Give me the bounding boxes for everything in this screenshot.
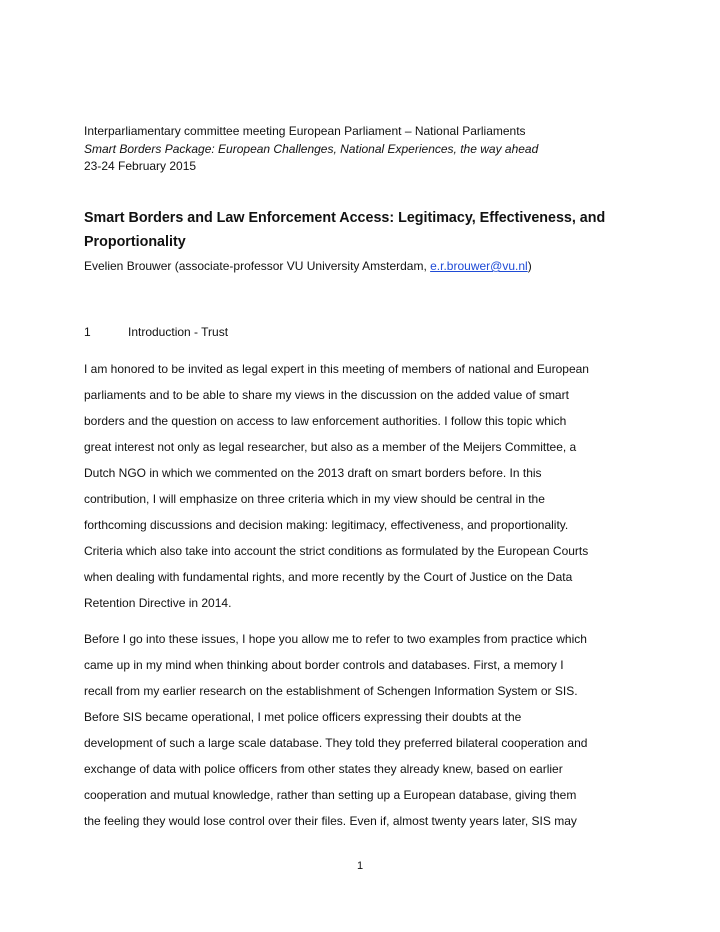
text-line: great interest not only as legal researcher, but also as a member of the Meijers Committee, a xyxy=(84,440,577,454)
text-line: Before SIS became operational, I met police officers expressing their doubts at the xyxy=(84,710,522,724)
text-line: Retention Directive in 2014. xyxy=(84,596,232,610)
section-title: Introduction - Trust xyxy=(128,325,229,339)
text-line: came up in my mind when thinking about border controls and databases. First, a memory I xyxy=(84,658,564,672)
author-name: Evelien Brouwer (associate-professor VU University Amsterdam, xyxy=(84,259,431,273)
package-subtitle: Smart Borders Package: European Challenges, National Experiences, the way ahead xyxy=(84,141,539,156)
text-line: the feeling they would lose control over their files. Even if, almost twenty years later, SIS may xyxy=(84,814,577,828)
author-suffix: ) xyxy=(527,259,532,273)
author-line xyxy=(84,259,532,273)
paragraph-intro xyxy=(84,356,644,616)
text-line: when dealing with fundamental rights, and more recently by the Court of Justice on the Data xyxy=(84,570,573,584)
text-line: cooperation and mutual knowledge, rather than setting up a European database, giving them xyxy=(84,788,577,802)
text-line: Dutch NGO in which we commented on the 2013 draft on smart borders before. In this xyxy=(84,466,542,480)
text-line: Before I go into these issues, I hope you allow me to refer to two examples from practice which xyxy=(84,632,587,646)
page-number: 1 xyxy=(356,860,364,872)
text-line: Criteria which also take into account the strict conditions as formulated by the European Courts xyxy=(84,544,589,558)
text-line: I am honored to be invited as legal expert in this meeting of members of national and European xyxy=(84,362,589,376)
text-line: exchange of data with police officers from other states they already knew, based on earlier xyxy=(84,762,563,776)
text-line: contribution, I will emphasize on three criteria which in my view should be central in the xyxy=(84,492,545,506)
meeting-date: 23-24 February 2015 xyxy=(84,159,197,173)
text-line: borders and the question on access to law enforcement authorities. I follow this topic which xyxy=(84,414,567,428)
text-line: parliaments and to be able to share my views in the discussion on the added value of smart xyxy=(84,388,569,402)
text-line: development of such a large scale database. They told they preferred bilateral cooperation and xyxy=(84,736,588,750)
paragraph-examples xyxy=(84,626,644,834)
section-heading xyxy=(84,325,228,339)
document-title: Smart Borders and Law Enforcement Access: Legitimacy, Effectiveness, and Proportionality xyxy=(84,210,606,250)
meeting-header xyxy=(84,123,538,176)
text-line: recall from my earlier research on the establishment of Schengen Information System or SIS. xyxy=(84,684,578,698)
section-number: 1 xyxy=(84,325,91,339)
author-email-link[interactable]: e.r.brouwer@vu.nl xyxy=(430,259,528,273)
meeting-title: Interparliamentary committee meeting European Parliament – National Parliaments xyxy=(84,124,526,138)
text-line: forthcoming discussions and decision making: legitimacy, effectiveness, and proportionality. xyxy=(84,518,569,532)
